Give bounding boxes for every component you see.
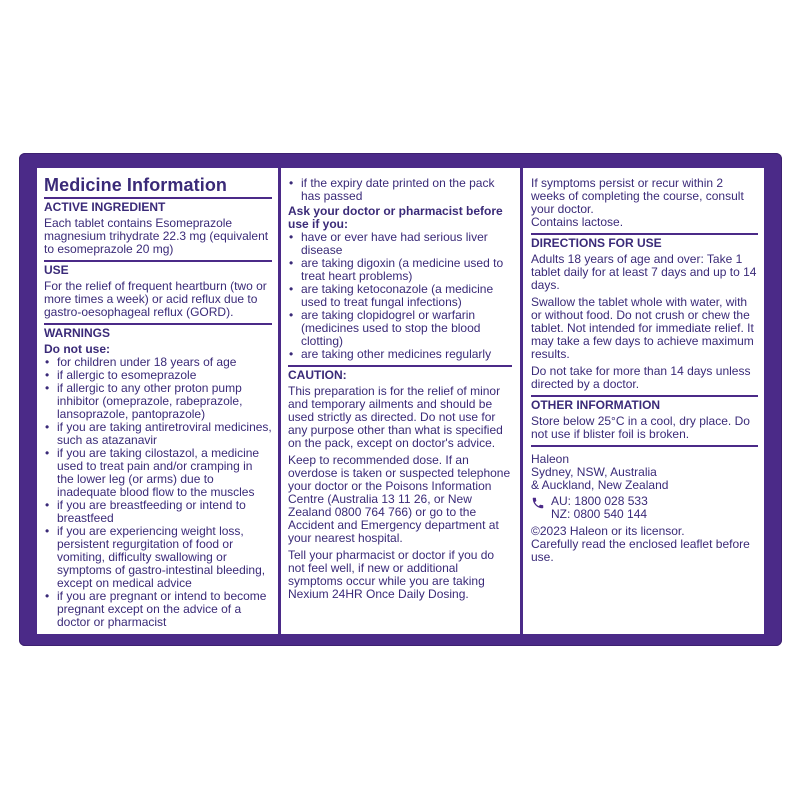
list-item: • if you are experiencing weight loss, persistent regurgitation of food or vomiting, difficulty swallowing or symptoms of gastro-intestinal bleeding, except on medical advice	[44, 525, 272, 590]
use-text: For the relief of frequent heartburn (two or more times a week) or acid reflux due to gastro-oesophageal reflux (GORD).	[44, 279, 267, 319]
warnings-heading: WARNINGS	[44, 323, 272, 340]
company-name: Haleon	[531, 452, 570, 466]
active-ingredient-text: Each tablet contains Esomeprazole magnesium trihydrate 22.3 mg (equivalent to esomeprazole 20 mg)	[44, 216, 269, 256]
phone-block	[531, 495, 758, 521]
phone-au: AU: 1800 028 533	[551, 494, 648, 508]
list-item: • if you are pregnant or intend to become pregnant except on the advice of a doctor or pharmacist	[44, 590, 272, 629]
column-medicine-information	[37, 168, 278, 634]
list-item: • if you are taking cilostazol, a medicine used to treat pain and/or cramping in the lower leg (or arms) due to inadequate blood flow to the muscles	[44, 447, 272, 499]
list-item: • if allergic to any other proton pump inhibitor (omeprazole, rabeprazole, lansoprazole, pantoprazole)	[44, 382, 272, 421]
other-information-text: Store below 25°C in a cool, dry place. Do not use if blister foil is broken.	[531, 414, 750, 441]
caution-heading: CAUTION:	[288, 365, 512, 382]
caution-paragraph-2: Keep to recommended dose. If an overdose is taken or suspected telephone your doctor or the Poisons Information Centre (Australia 13 11 26, or New Zealand 0800 764 766) or go to the Accident and Emergency department at your nearest hospital.	[288, 453, 511, 545]
directions-paragraph-2: Swallow the tablet whole with water, with or without food. Do not crush or chew the tablet. Not intended for immediate relief. It may take a few days to achieve maximum results.	[531, 295, 754, 361]
list-item: • are taking digoxin (a medicine used to treat heart problems)	[288, 257, 512, 283]
active-ingredient-heading: ACTIVE INGREDIENT	[44, 197, 272, 214]
divider	[531, 445, 758, 447]
persist-text: If symptoms persist or recur within 2 weeks of completing the course, consult your doctor.	[531, 176, 744, 216]
ask-doctor-list	[288, 231, 512, 361]
caution-paragraph-1: This preparation is for the relief of minor and temporary ailments and should be used strictly as directed. Do not use for any purpose other than what is specified on the pack, except on doctor's advice.	[288, 384, 503, 450]
list-item: • are taking clopidogrel or warfarin (medicines used to stop the blood clotting)	[288, 309, 512, 348]
medicine-information-title: Medicine Information	[44, 175, 228, 195]
leaflet-notice: Carefully read the enclosed leaflet before use.	[531, 537, 750, 564]
list-item: • are taking ketoconazole (a medicine used to treat fungal infections)	[288, 283, 512, 309]
copyright: ©2023 Haleon or its licensor.	[531, 524, 685, 538]
column-directions	[523, 168, 764, 634]
list-item: • for children under 18 years of age	[44, 356, 272, 369]
ask-doctor-heading: Ask your doctor or pharmacist before use if you:	[288, 204, 503, 231]
column-ask-and-caution	[281, 168, 520, 634]
list-item: • if you are taking antiretroviral medicines, such as atazanavir	[44, 421, 272, 447]
do-not-use-list	[44, 356, 272, 629]
list-item: • if allergic to esomeprazole	[44, 369, 272, 382]
top-list	[288, 177, 512, 203]
directions-paragraph-3: Do not take for more than 14 days unless directed by a doctor.	[531, 364, 751, 391]
use-heading: USE	[44, 260, 272, 277]
address-line-1: Sydney, NSW, Australia	[531, 465, 657, 479]
directions-paragraph-1: Adults 18 years of age and over: Take 1 tablet daily for at least 7 days and up to 14 days.	[531, 252, 757, 292]
other-information-heading: OTHER INFORMATION	[531, 395, 758, 412]
phone-icon	[531, 496, 545, 510]
list-item: • are taking other medicines regularly	[288, 348, 512, 361]
phone-nz: NZ: 0800 540 144	[551, 507, 648, 521]
do-not-use-label: Do not use:	[44, 342, 110, 356]
caution-paragraph-3: Tell your pharmacist or doctor if you do not feel well, if new or additional symptoms occur while you are taking Nexium 24HR Once Daily Dosing.	[288, 548, 495, 601]
list-item: • if you are breastfeeding or intend to breastfeed	[44, 499, 272, 525]
directions-heading: DIRECTIONS FOR USE	[531, 233, 758, 250]
list-item: • have or ever have had serious liver disease	[288, 231, 512, 257]
lactose-text: Contains lactose.	[531, 215, 624, 229]
address-line-2: & Auckland, New Zealand	[531, 478, 669, 492]
list-item: • if the expiry date printed on the pack has passed	[288, 177, 512, 203]
